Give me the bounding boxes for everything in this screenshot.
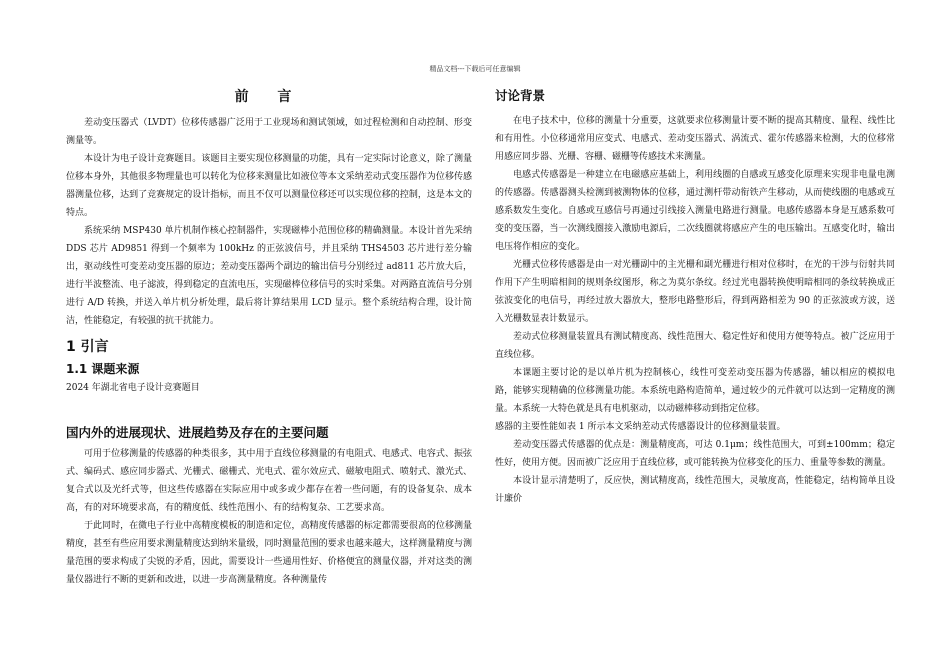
foreword-paragraph-1: 差动变压器式（LVDT）位移传感器广泛用于工业现场和测试领域，如过程检测和自动控制、形变测量等。 <box>66 118 472 146</box>
background-paragraph-4: 差动式位移测量装置具有测试精度高、线性范围大、稳定性好和使用方便等特点。被广泛应用于直线位移。 <box>495 332 895 360</box>
page-header-note: 精品文档---下载后可任意编辑 <box>429 65 521 73</box>
section-heading-status: 国内外的进展现状、进展趋势及存在的主要问题 <box>66 425 329 440</box>
section-heading-introduction: 1 引言 <box>66 339 109 355</box>
right-column <box>495 82 895 508</box>
background-paragraph-5: 本课题主要讨论的是以单片机为控制核心，线性可变差动变压器为传感器，辅以相应的模拟电路，能够实现精确的位移测量功能。本系统电路构造简单，通过较少的元件就可以达到一定精度的测量。本系统一大特色就是具有电机驱动，以动磁棒移动到指定位移。 <box>495 368 895 414</box>
foreword-paragraph-2: 本设计为电子设计竞赛题目。该题目主要实现位移测量的功能，具有一定实际讨论意义，除了测量位移本身外，其他很多物理量也可以转化为位移来测量比如液位等本文采纳差动式变压器作为位移传感器测量位移，达到了竞赛规定的设计指标，而且不仅可以测量位移还可以实现位移的控制，这是本文的特点。 <box>66 154 472 218</box>
left-column <box>66 82 472 589</box>
background-paragraph-2: 电感式传感器是一种建立在电磁感应基础上，利用线圈的自感或互感变化原理来实现非电量电测的传感器。传感器测头检测到被测物体的位移，通过测杆带动衔铁产生移动，从而使线圈的电感或互感系数发生变化。自感或互感信号再通过引线接入测量电路进行测量。电感传感器本身是互感系数可变的变压器，当一次测线圈接入激励电源后，二次线圈就将感应产生的电压输出。互感变化时，输出电压将作相应的变化。 <box>495 170 895 252</box>
foreword-paragraph-3: 系统采纳 MSP430 单片机制作核心控制器件，实现磁棒小范围位移的精确测量。本设计首先采纳 DDS 芯片 AD9851 得到一个频率为 100kHz 的正弦波信号，并且采纳 THS4503 芯片进行差分输出，驱动线性可变差动变压器的原边；差动变压器两个副边的输出信号分别经过 ad811 芯片放大后，进行半波整流、电子滤波，得到稳定的直流电压，实现磁棒位移信号的实时采集。对两路直流信号分别进行 A/D 转换，并送入单片机分析处理，最后将计算结果用 LCD 显示。整个系统结构合理，设计简洁，性能稳定，有较强的抗干扰能力。 <box>66 226 472 326</box>
page-title: 前 言 <box>234 89 304 105</box>
source-text: 2024 年湖北省电子设计竞赛题目 <box>66 383 200 393</box>
background-paragraph-6: 感器的主要性能如表 1 所示本文采纳差动式传感器设计的位移测量装置。 <box>495 422 786 432</box>
status-paragraph-1: 可用于位移测量的传感器的种类很多，其中用于直线位移测量的有电阻式、电感式、电容式、振弦式、编码式、感应同步器式、光栅式、磁栅式、光电式、霍尔效应式、磁敏电阻式、喷射式、激光式、复合式以及光纤式等，但这些传感器在实际应用中或多或少都存在着一些问题，有的设备复杂、成本高，有的对环境要求高，有的精度低、线性范围小、有的结构复杂、工艺要求高。 <box>66 449 472 513</box>
background-paragraph-8: 本设计显示清楚明了，反应快，测试精度高，线性范围大，灵敏度高，性能稳定，结构简单且设计廉价 <box>495 476 895 504</box>
background-paragraph-7: 差动变压器式传感器的优点是：测量精度高，可达 0.1μm；线性范围大，可到±100mm；稳定性好，使用方便。因而被广泛应用于直线位移，或可能转换为位移变化的压力、重量等参数的测量。 <box>495 440 895 468</box>
background-paragraph-3: 光栅式位移传感器是由一对光栅副中的主光栅和副光栅进行相对位移时，在光的干涉与衍射共同作用下产生明暗相间的规则条纹图形，称之为莫尔条纹。经过光电器转换使明暗相同的条纹转换成正弦波变化的电信号，再经过放大器放大，整形电路整形后，得到两路相差为 90 的正弦波或方波，送入光栅数显表计数显示。 <box>495 260 895 324</box>
subsection-heading-source: 1.1 课题来源 <box>66 362 140 376</box>
status-paragraph-2: 于此同时，在微电子行业中高精度模板的制造和定位，高精度传感器的标定都需要很高的位移测量精度，甚至有些应用要求测量精度达到纳米量级，同时测量范围的要求也越来越大，这样测量精度与测量范围的要求构成了尖锐的矛盾，因此，需要设计一些通用性好、价格便宜的测量仪器，并对这类的测量仪器进行不断的更新和改进，以进一步高测量精度。各种测量传 <box>66 521 472 585</box>
background-paragraph-1: 在电子技术中，位移的测量十分重要，这就要求位移测量计要不断的提高其精度、量程、线性比和有用性。小位移通常用应变式、电感式、差动变压器式、涡流式、霍尔传感器来检测，大的位移常用感应同步器、光栅、容栅、磁栅等传感技术来测量。 <box>495 116 895 162</box>
section-heading-background: 讨论背景 <box>495 88 546 103</box>
